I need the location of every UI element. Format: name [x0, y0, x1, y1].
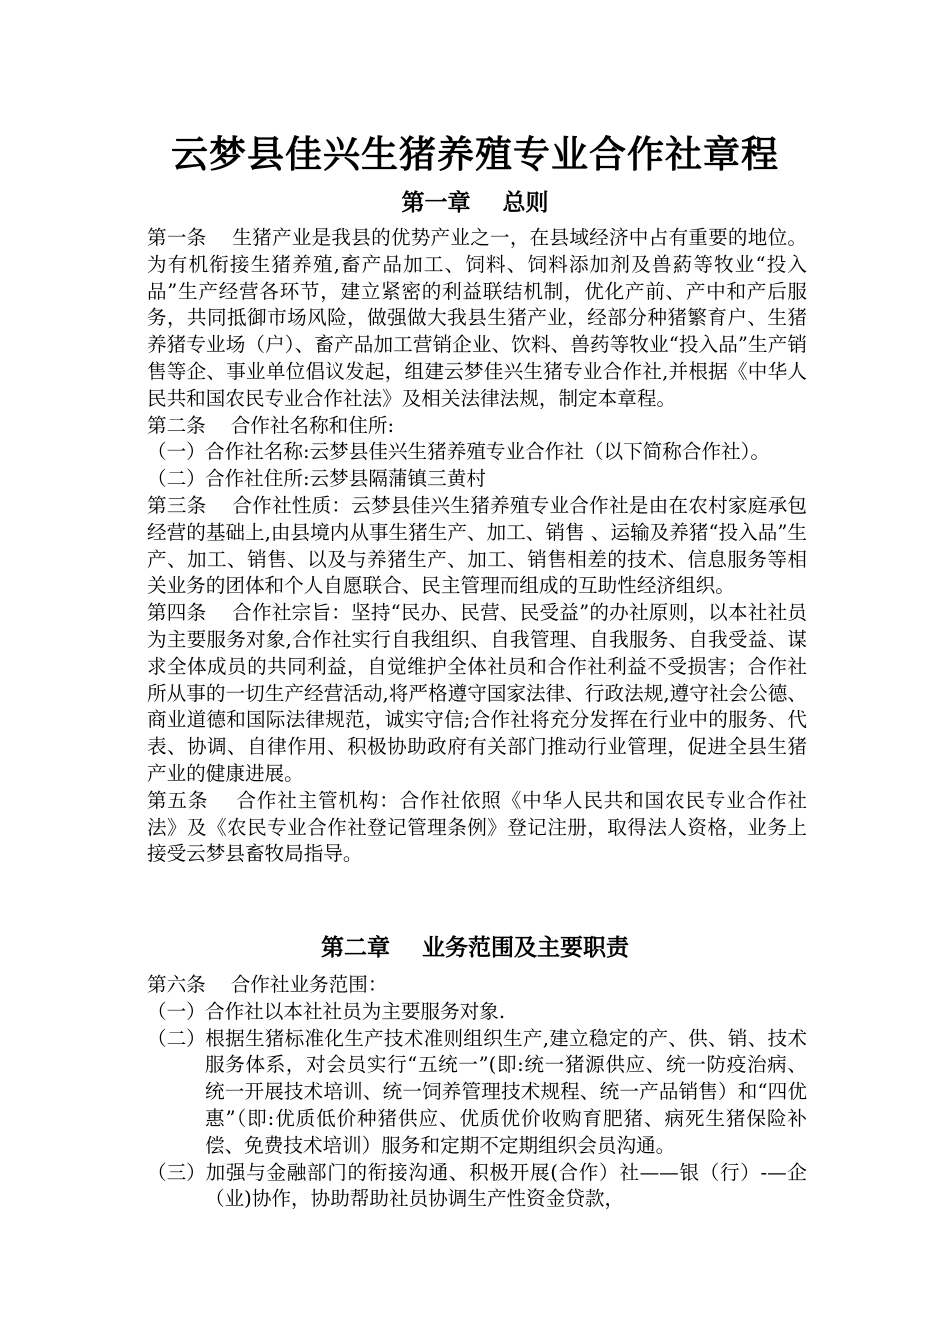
article-2-item-2-text: 合作社住所:云梦县隔蒲镇三黄村 [205, 467, 486, 491]
chapter-2-body [147, 972, 807, 1213]
chapter-1-body [147, 225, 807, 868]
article-6-item-2-number: （二） [147, 1026, 206, 1050]
chapter-2-heading: 第二章 业务范围及主要职责 [320, 935, 630, 961]
article-2-item-1 [147, 439, 807, 466]
article-3: 第三条 合作社性质：云梦县佳兴生猪养殖专业合作社是由在农村家庭承包经营的基础上,由县境内从事生猪生产、加工、销售 、运输及养猪“投入品”生产、加工、销售、以及与养猪生产、加工、销售相差的技术、信息服务等相关业务的团体和个人自愿联合、民主管理而组成的互助性经济组织。 [147, 493, 807, 598]
article-2: 第二条 合作社名称和住所: [147, 413, 395, 437]
article-1: 第一条 生猪产业是我县的优势产业之一，在县域经济中占有重要的地位。为有机衔接生猪养殖,畜产品加工、饲料、饲料添加剂及兽葯等牧业“投入品”生产经营各环节，建立紧密的利益联结机制，优化产前、产中和产后服务，共同抵御市场风险，做强做大我县生猪产业，经部分种猪繁育户、生猪养猪专业场（户）、畜产品加工营销企业、饮料、兽药等牧业“投入品”生产销售等企、事业单位倡议发起，组建云梦佳兴生猪专业合作社,并根据《中华人民共和国农民专业合作社法》及相关法律法规，制定本章程。 [147, 226, 807, 410]
article-2-item-2 [147, 466, 807, 493]
article-6-item-3-text: 加强与金融部门的衔接沟通、积极开展(合作）社——银（行）-—企（业)协作，协助帮助社员协调生产性资金贷款， [205, 1160, 807, 1211]
article-6-item-1 [147, 999, 807, 1026]
article-6-item-3 [147, 1160, 807, 1214]
article-6-item-1-text: 合作社以本社社员为主要服务对象. [205, 999, 506, 1023]
article-2-item-1-number: （一） [147, 440, 206, 464]
article-6: 第六条 合作社业务范围： [147, 973, 388, 996]
article-4: 第四条 合作社宗旨：坚持“民办、民营、民受益”的办社原则，以本社社员为主要服务对象,合作社实行自我组织、自我管理、自我服务、自我受益、谋求全体成员的共同利益，自觉维护全体社员和合作社利益不受损害；合作社所从事的一切生产经营活动,将严格遵守国家法律、行政法规,遵守社会公德、商业道德和国际法律规范，诚实守信;合作社将充分发挥在行业中的服务、代表、协调、自律作用、积极协助政府有关部门推动行业管理，促进全县生猪产业的健康进展。 [147, 601, 807, 785]
article-6-item-1-number: （一） [147, 999, 206, 1023]
document-title: 云梦县佳兴生猪养殖专业合作社章程 [171, 133, 779, 176]
chapter-1-heading: 第一章 总则 [401, 190, 549, 216]
article-2-item-1-text: 合作社名称:云梦县佳兴生猪养殖专业合作社（以下简称合作社）。 [205, 440, 771, 464]
article-5: 第五条 合作社主管机构：合作社依照《中华人民共和国农民专业合作社法》及《农民专业合作社登记管理条例》登记注册，取得法人资格，业务上接受云梦县畜牧局指导。 [147, 788, 807, 866]
article-6-item-2-text: 根据生猪标准化生产技术准则组织生产,建立稳定的产、供、销、技术服务体系，对会员实行“五统一”(即:统一猪源供应、统一防疫治病、统一开展技术培训、统一饲养管理技术规程、统一产品销售）和“四优惠”（即:优质低价种猪供应、优质优价收购育肥猪、病死生猪保险补偿、免费技术培训）服务和定期不定期组织会员沟通。 [205, 1026, 807, 1157]
article-2-item-2-number: （二） [147, 467, 206, 491]
article-6-item-2 [147, 1026, 807, 1160]
article-6-item-3-number: （三） [147, 1160, 206, 1184]
